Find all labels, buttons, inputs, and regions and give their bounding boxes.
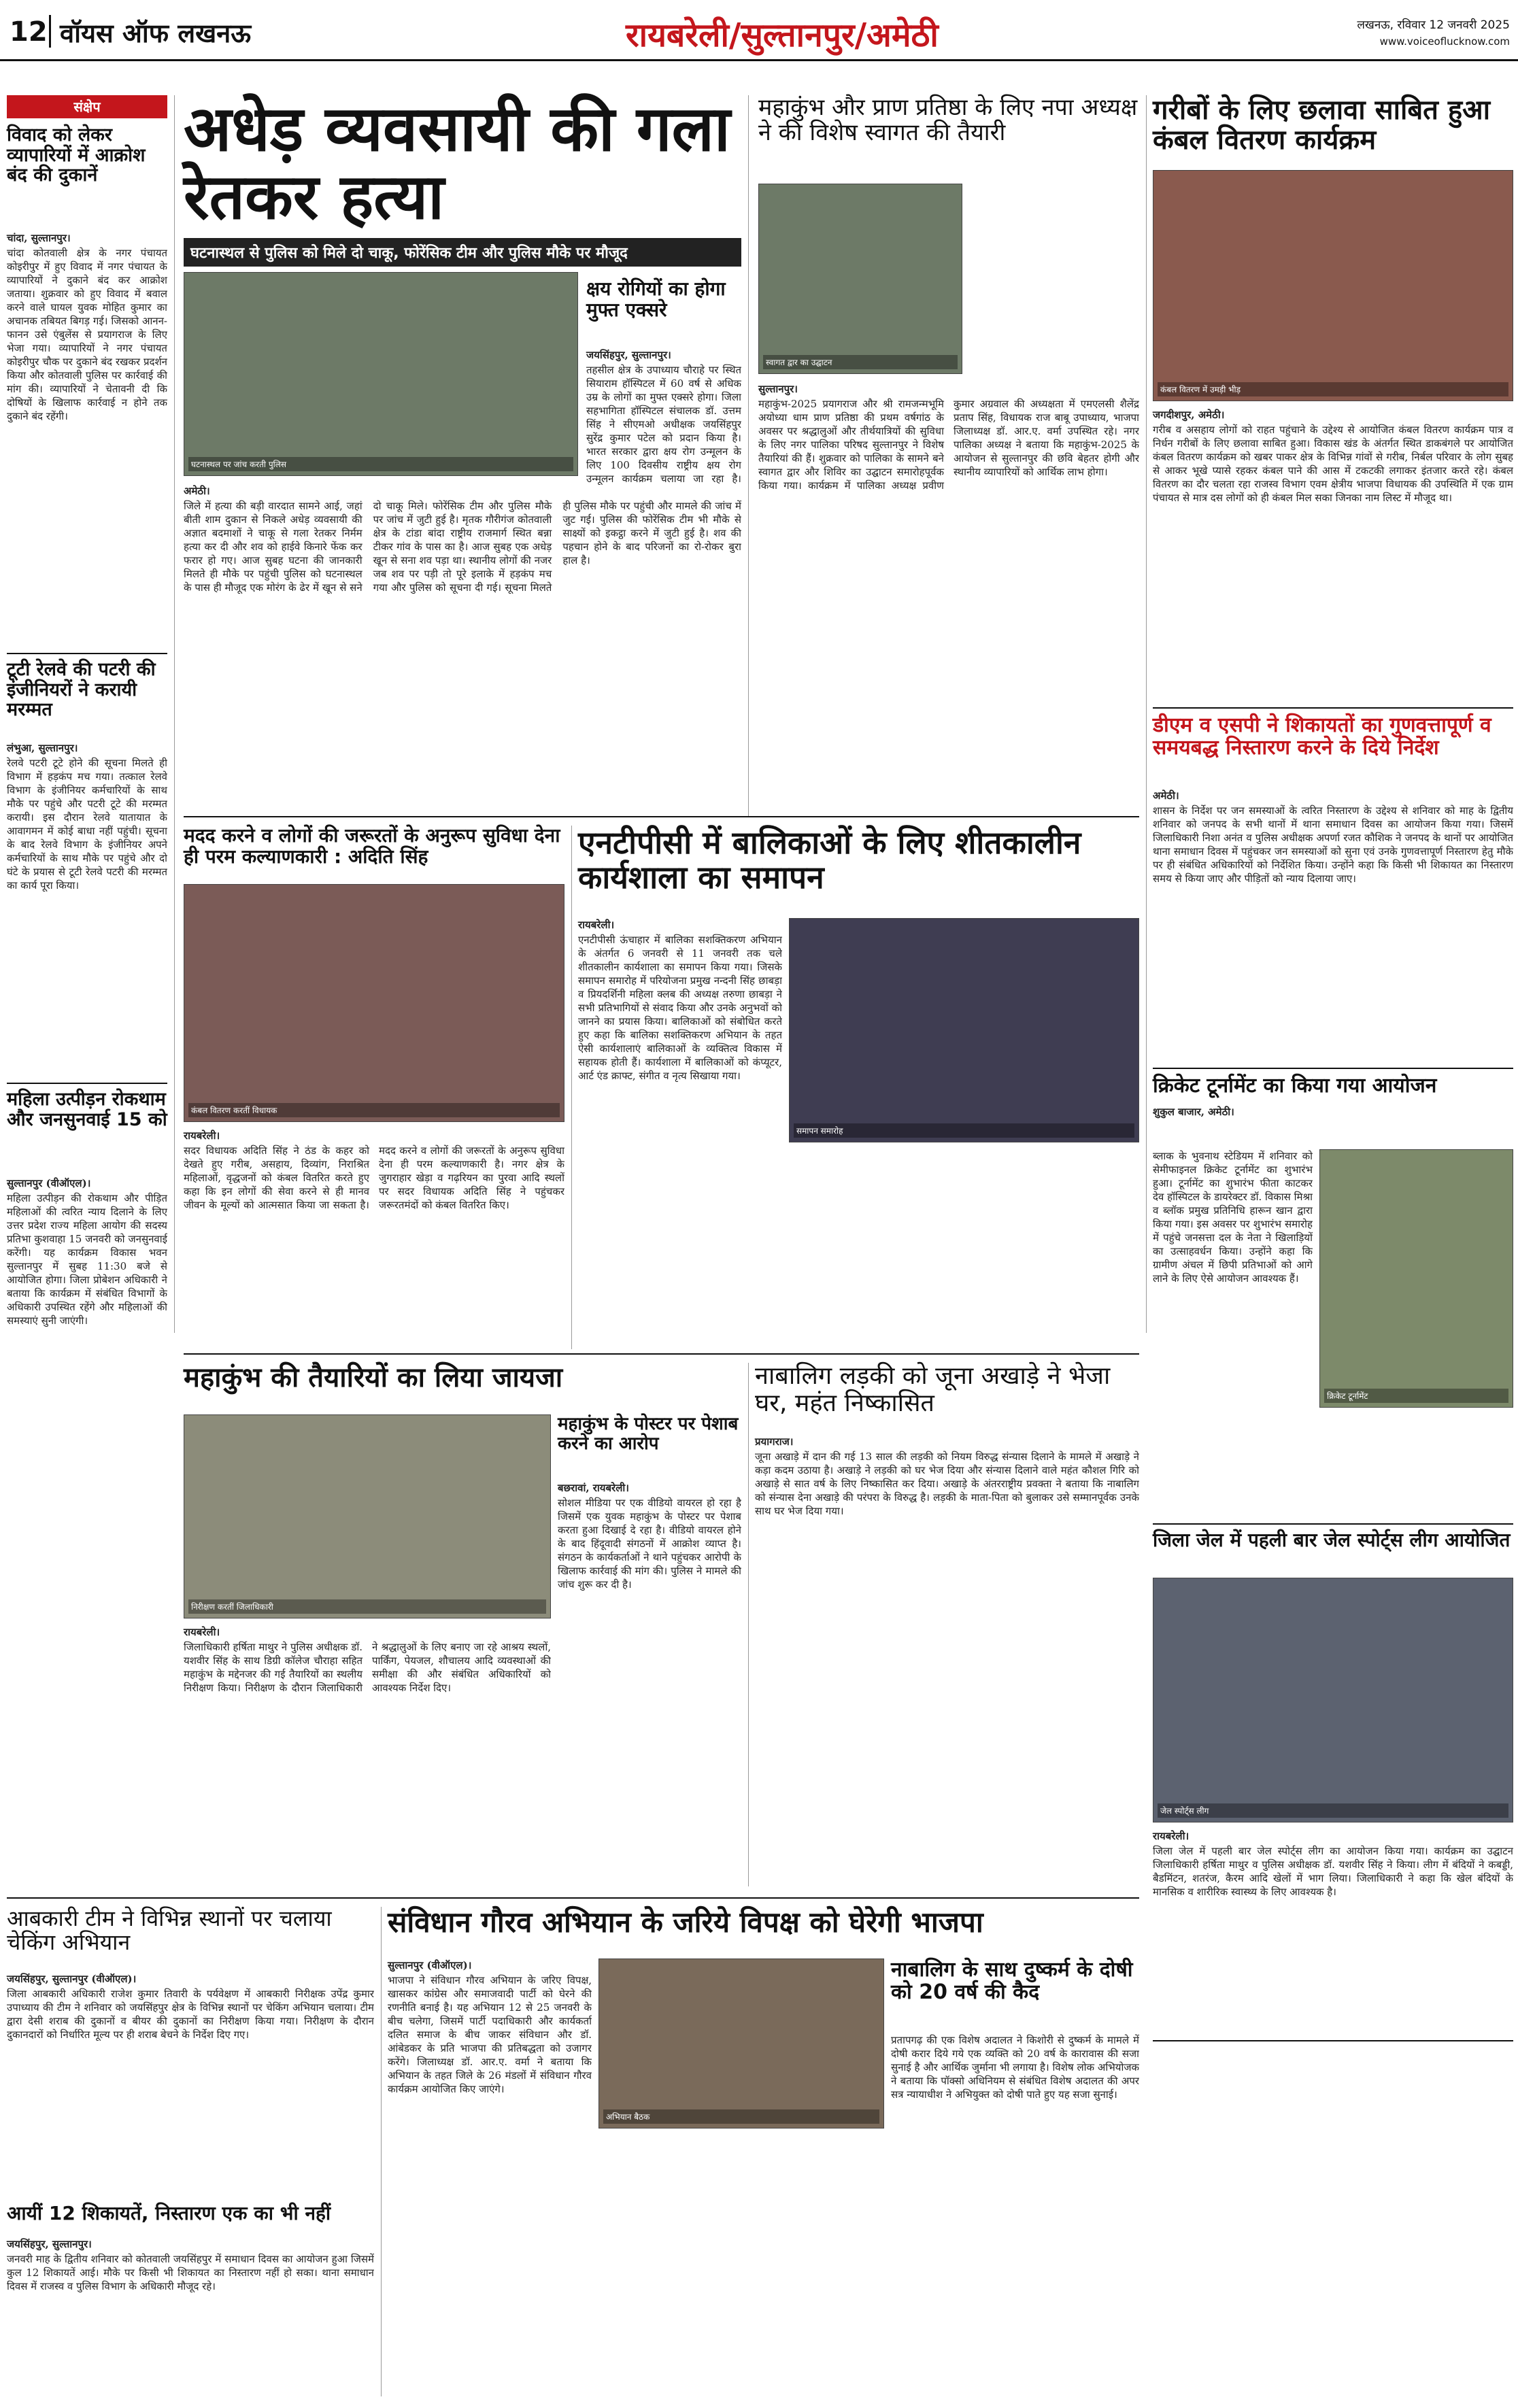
- section-divider: [184, 1353, 1139, 1355]
- lead-dateline: अमेठी।: [184, 485, 210, 497]
- column-rule: [381, 1907, 382, 2396]
- aditi-photo: [184, 884, 564, 1122]
- story-divider: [1153, 1068, 1513, 1069]
- dm-sp-body: शासन के निर्देश पर जन समस्याओं के त्वरित निस्तारण के उद्देश्य से शनिवार को माह के द्वितीय शनिवार को जनपद के सभी थानों में थाना समाधान दिवस का आयोजन किया गया। जिसमें जिलाधिकारी निशा अनंत व पुलिस अधीक्षक अपर्णा रजत कौशिक ने जनपद के थानों पर आयोजित थाना समाधान दिवस में पहुंचकर जन समस्याओं को सुना एवं उनके गुणवत्तापूर्ण निस्तारण हेतु मौके पर ही संबंधित अधिकारियों को निर्देशित किया। उन्होंने कहा कि किसी भी शिकायत का निस्तारण समय से किया जाए और पीड़ितों को न्याय दिलाया जाए।: [1153, 804, 1513, 885]
- section-divider: [7, 1897, 1139, 1899]
- samvidhan-headline: संविधान गौरव अभियान के जरिये विपक्ष को घेरेगी भाजपा: [388, 1905, 983, 1939]
- column-rule: [571, 826, 572, 1349]
- section-divider: [184, 816, 1139, 817]
- aditi-body: सदर विधायक अदिति सिंह ने ठंड के कहर को देखते हुए गरीब, असहाय, दिव्यांग, निराश्रित महिलाओं, वृद्धजनों को कंबल वितरित करते हुए कहा कि इन लोगों की सेवा करने से ही मानव जीवन के मूल्यों को आत्मसात किया जा सकता है। मदद करने व लोगों की जरूरतों के अनुरूप सुविधा देना ही परम कल्याणकारी है। नगर क्षेत्र के जुगराहार खेड़ा व गढ़रियन का पुरवा आदि स्थलों पर सदर विधायक अदिति सिंह ने पहुंचकर जरूरतमंदों को कंबल वितरित किए।: [184, 1144, 564, 1211]
- column-rule: [748, 1363, 749, 1886]
- rape-case-body: प्रतापगढ़ की एक विशेष अदालत ने किशोरी से दुष्कर्म के मामले में दोषी करार दिये गये एक व्यक्ति को 20 वर्ष के कारावास की सजा सुनाई है और आर्थिक जुर्माना भी लगाया है। विशेष लोक अभियोजक ने बताया कि पॉक्सो अधिनियम से संबंधित विशेष अदालत की अपर सत्र न्यायाधीश ने अभियुक्त को दोषी पाते हुए यह सजा सुनाई।: [891, 2034, 1139, 2101]
- complaints-dateline: जयसिंहपुर, सुल्तानपुर।: [7, 2238, 92, 2250]
- sidebar-story-body: चांदा कोतवाली क्षेत्र के नगर पंचायत कोइरीपुर में हुए विवाद में नगर पंचायत के व्यापारियों ने दुकाने बंद कर आक्रोश जताया। शुक्रवार को हुए विवाद में बवाल करने वाले घायल युवक मोहित कुमार का अचानक तबियत बिगड़ गई। जिसको आनन-फानन उसे एंबुलेंस से प्रयागराज के लिए भेजा गया। व्यापारियों ने नगर पंचायत कोइरीपुर चौक पर दुकाने बंद रखकर प्रदर्शन किया और कोतवाली पुलिस पर कार्रवाई की मांग की। व्यापारियों ने चेतावनी दी कि दोषियों के खिलाफ कार्रवाई न होने तक दुकाने बंद रहेंगी।: [7, 247, 167, 422]
- aditi-headline: मदद करने व लोगों की जरूरतों के अनुरूप सुविधा देना ही परम कल्याणकारी : अदिति सिंह: [184, 824, 560, 868]
- jail-body: जिला जेल में पहली बार जेल स्पोर्ट्स लीग का आयोजन किया गया। कार्यक्रम का उद्घाटन जिलाधिकारी हर्षिता माथुर व पुलिस अधीक्षक डॉ. यशवीर सिंह ने किया। लीग में बंदियों ने कबड्डी, बैडमिंटन, शतरंज, कैरम आदि खेलों में भाग लिया। जिलाधिकारी ने कहा कि खेल बंदियों के मानसिक व शारीरिक स्वास्थ्य के लिए आवश्यक है।: [1153, 1845, 1513, 1898]
- lead-headline: अधेड़ व्यवसायी की गला रेतकर हत्या: [184, 92, 730, 233]
- sidebar-story-dateline: लंभुआ, सुल्तानपुर।: [7, 742, 78, 754]
- sidebar-story-dateline: सुल्तानपुर (वीऑएल)।: [7, 1177, 91, 1189]
- minor-girl-headline: नाबालिग लड़की को जूना अखाड़े ने भेजा घर, महंत निष्कासित: [755, 1362, 1111, 1417]
- sidebar-divider: [7, 653, 167, 654]
- mahakumbh-prep-body: जिलाधिकारी हर्षिता माथुर ने पुलिस अधीक्षक डॉ. यशवीर सिंह के साथ डिग्री कॉलेज चौराहा सहित महाकुंभ के मद्देनजर की गई तैयारियों का स्थलीय निरीक्षण किया। निरीक्षण के दौरान जिलाधिकारी ने श्रद्धालुओं के लिए बनाए जा रहे आश्रय स्थलों, पार्किंग, पेयजल, शौचालय आदि व्यवस्थाओं की समीक्षा की और संबंधित अधिकारियों को आवश्यक निर्देश दिए।: [184, 1641, 551, 1694]
- ntpc-headline: एनटीपीसी में बालिकाओं के लिए शीतकालीन कार्यशाला का समापन: [578, 824, 1081, 896]
- column-rule: [174, 95, 175, 1333]
- photo-caption: अभियान बैठक: [603, 2109, 879, 2124]
- dateline: लखनऊ, रविवार 12 जनवरी 2025: [1357, 18, 1510, 32]
- rape-case-headline: नाबालिग के साथ दुष्कर्म के दोषी को 20 वर्ष की कैद: [891, 1958, 1133, 2004]
- sidebar-story-body: रेलवे पटरी टूटे होने की सूचना मिलते ही विभाग में हड़कंप मच गया। तत्काल रेलवे विभाग के इंजीनियर कर्मचारियों के साथ मौके पर पहुंचे और पटरी टूटे की मरम्मत करायी। इस दौरान रेलवे यातायात के आवागमन में कोई बाधा नहीं पहुंची। सूचना के बाद रेलवे विभाग के इंजीनियर अपने कर्मचारियों के साथ मौके पर पहुंचे और दो घंटे के प्रयास से टूटी रेलवे पटरी की मरम्मत का कार्य पूरा किया।: [7, 757, 167, 892]
- tb-body: तहसील क्षेत्र के उपाध्याय चौराहे पर स्थित सियाराम हॉस्पिटल में 60 वर्ष से अधिक उम्र के लोगों का मुफ्त एक्सरे होगा। जिला सहभागिता हॉस्पिटल संचालक डॉ. उत्तम सिंह ने सीएमओ अधीक्षक जयसिंहपुर सुरेंद्र कुमार पटेल को प्रदान किया है। भारत सरकार द्वारा क्षय रोग उन्मूलन के लिए 100 दिवसीय राष्ट्रीय क्षय रोग उन्मूलन कार्यक्रम चलाया जा रहा है।: [586, 364, 741, 485]
- jail-headline: जिला जेल में पहली बार जेल स्पोर्ट्स लीग आयोजित: [1153, 1529, 1511, 1551]
- dm-sp-headline: डीएम व एसपी ने शिकायतों का गुणवत्तापूर्ण व समयबद्ध निस्तारण करने के दिये निर्देश: [1153, 713, 1491, 760]
- blanket-photo: [1153, 170, 1513, 401]
- website: www.voiceoflucknow.com: [1379, 35, 1510, 48]
- mahakumbh-welcome-dateline: सुल्तानपुर।: [758, 383, 798, 395]
- minor-girl-dateline: प्रयागराज।: [755, 1436, 794, 1448]
- column-rule: [748, 95, 749, 816]
- poster-body: सोशल मीडिया पर एक वीडियो वायरल हो रहा है जिसमें एक युवक महाकुंभ के पोस्टर पर पेशाब करता हुआ दिखाई दे रहा है। वीडियो वायरल होने के बाद हिंदूवादी संगठनों में आक्रोश व्याप्त है। संगठन के कार्यकर्ताओं ने थाने पहुंचकर आरोपी के खिलाफ कार्रवाई की मांग की। पुलिस ने मामले की जांच शुरू कर दी है।: [558, 1497, 741, 1591]
- complaints-body: जनवरी माह के द्वितीय शनिवार को कोतवाली जयसिंहपुर में समाधान दिवस का आयोजन हुआ जिसमें कुल 12 शिकायतें आई। मौके पर किसी भी शिकायत का निस्तारण नहीं हो सका। थाना समाधान दिवस में राजस्व व पुलिस विभाग के अधिकारी मौजूद रहे।: [7, 2253, 374, 2292]
- ntpc-dateline: रायबरेली।: [578, 919, 615, 931]
- section-divider: [1153, 2040, 1513, 2041]
- story-divider: [1153, 707, 1513, 709]
- sidebar-column: [7, 95, 167, 1333]
- tb-dateline: जयसिंहपुर, सुल्तानपुर।: [586, 349, 671, 361]
- mahakumbh-welcome-headline: महाकुंभ और प्राण प्रतिष्ठा के लिए नपा अध्यक्ष ने की विशेष स्वागत की तैयारी: [758, 94, 1138, 147]
- sidebar-story-title: विवाद को लेकर व्यापारियों में आक्रोश बंद की दुकानें: [7, 124, 146, 186]
- excise-headline: आबकारी टीम ने विभिन्न स्थानों पर चलाया चेकिंग अभियान: [7, 1905, 332, 1956]
- cricket-photo: [1319, 1149, 1513, 1408]
- blanket-body: गरीब व असहाय लोगों को राहत पहुंचाने के उद्देश्य से आयोजित कंबल वितरण कार्यक्रम पात्र व निर्धन गरीबों के लिए छलावा साबित हुआ। विकास खंड के अंतर्गत स्थित डाकबंगले पर आयोजित कंबल वितरण कार्यक्रम को खबर पाकर क्षेत्र के विभिन्न गांवों से गरीब, निर्बल परिवार के लोग सुबह से आकर भूखे प्यासे रहकर कंबल पाने की आस में टकटकी लगाकर इंतजार करते रहे। कंबल वितरण का दौर चलता रहा राजस्व विभाग एवम क्षेत्रीय भाजपा विधायक की उपस्थिति में एक ग्राम पंचायत से मात्र दस लोगों को ही कंबल मिल सका जिनका नाम लिस्ट में मौजूद था।: [1153, 424, 1513, 504]
- section-title: रायबरेली/सुल्तानपुर/अमेठी: [626, 16, 939, 54]
- mahakumbh-welcome-photo: [758, 184, 962, 374]
- sidebar-story-title: महिला उत्पीड़न रोकथाम और जनसुनवाई 15 को: [7, 1089, 167, 1130]
- jail-dateline: रायबरेली।: [1153, 1830, 1190, 1842]
- aditi-dateline: रायबरेली।: [184, 1130, 220, 1142]
- masthead: [0, 0, 1518, 61]
- photo-caption: कंबल वितरण में उमड़ी भीड़: [1158, 382, 1508, 396]
- paper-name: वॉयस ऑफ लखनऊ: [60, 18, 252, 48]
- samvidhan-dateline: सुल्तानपुर (वीऑएल)।: [388, 1959, 472, 1971]
- cricket-dateline: शुकुल बाजार, अमेठी।: [1153, 1106, 1234, 1118]
- cricket-headline: क्रिकेट टूर्नामेंट का किया गया आयोजन: [1153, 1074, 1437, 1098]
- photo-caption: स्वागत द्वार का उद्घाटन: [763, 355, 958, 369]
- mahakumbh-welcome-body: महाकुंभ-2025 प्रयागराज और श्री रामजन्मभूमि अयोध्या धाम प्राण प्रतिष्ठा की प्रथम वर्षगांठ के अवसर पर श्रद्धालुओं और तीर्थयात्रियों की सुविधा के लिए नगर पालिका परिषद सुल्तानपुर ने विशेष तैयारियां की हैं। शुक्रवार को पालिका के सामने बने स्वागत द्वार और शिविर का उद्घाटन समारोहपूर्वक किया गया। कार्यक्रम में पालिका अध्यक्ष प्रवीण कुमार अग्रवाल की अध्यक्षता में एमएलसी शैलेंद्र प्रताप सिंह, विधायक राज बाबू उपाध्याय, भाजपा जिलाध्यक्ष डॉ. आर.ए. वर्मा उपस्थित रहे। नगर पालिका अध्यक्ष ने बताया कि महाकुंभ-2025 के आयोजन से सुल्तानपुर की छवि बेहतर होगी और स्थानीय व्यापारियों को आर्थिक लाभ होगा।: [758, 398, 1139, 492]
- blanket-dateline: जगदीशपुर, अमेठी।: [1153, 409, 1225, 421]
- page-number: 12: [10, 16, 48, 48]
- photo-caption: क्रिकेट टूर्नामेंट: [1324, 1389, 1508, 1403]
- lead-photo: [184, 272, 578, 476]
- page-number-divider: [49, 15, 51, 48]
- tb-headline: क्षय रोगियों का होगा मुफ्त एक्सरे: [586, 277, 726, 321]
- lead-body: जिले में हत्या की बड़ी वारदात सामने आई, जहां बीती शाम दुकान से निकले अधेड़ व्यवसायी की अज्ञात बदमाशों ने चाकू से गला रेतकर निर्मम हत्या कर दी और शव को हाईवे किनारे फेंक कर फरार हो गए। आज सुबह घटना की जानकारी मिलते ही मौके पर पहुंची पुलिस को घटनास्थल के पास ही मौजूद एक मोरंग के ढेर में खून से सने दो चाकू मिले। फोरेंसिक टीम और पुलिस मौके पर जांच में जुटी हुई है। मृतक गौरीगंज कोतवाली क्षेत्र के टांडा बांदा राष्ट्रीय राजमार्ग स्थित बन्ना टीकर गांव के पास का है। आज सुबह एक अधेड़ खून से सना शव पड़ा था। स्थानीय लोगों की नजर जब शव पर पड़ी तो पूरे इलाके में हड़कंप मच गया और पुलिस को सूचना दी गई। सूचना मिलते ही पुलिस मौके पर पहुंची और मामले की जांच में जुट गई। पुलिस की फोरेंसिक टीम भी मौके से साक्ष्यों को इकट्ठा करने में जुटी हुई है। शव की पहचान होने के बाद परिजनों का रो-रोकर बुरा हाल है।: [184, 500, 741, 594]
- mahakumbh-prep-headline: महाकुंभ की तैयारियों का लिया जायजा: [184, 1362, 563, 1393]
- sidebar-divider: [7, 1083, 167, 1084]
- minor-girl-body: जूना अखाड़े में दान की गई 13 साल की लड़की को नियम विरुद्ध संन्यास दिलाने के मामले में अखाड़े ने कड़ा कदम उठाया है। अखाड़े ने लड़की को घर भेज दिया और संन्यास दिलाने वाले महंत कौशल गिरि को अखाड़े से सात वर्ष के लिए निष्कासित कर दिया। अखाड़े के अंतरराष्ट्रीय प्रवक्ता ने बताया कि नाबालिग को संन्यास देना अखाड़े की परंपरा के विरुद्ध है। लड़की के माता-पिता को बुलाकर उसे सम्मानपूर्वक उनके साथ घर भेज दिया गया।: [755, 1451, 1139, 1517]
- sidebar-story-dateline: चांदा, सुल्तानपुर।: [7, 232, 71, 244]
- complaints-headline: आयीं 12 शिकायतें, निस्तारण एक का भी नहीं: [7, 2202, 331, 2224]
- poster-headline: महाकुंभ के पोस्टर पर पेशाब करने का आरोप: [558, 1414, 739, 1454]
- sidebar-story-title: टूटी रेलवे की पटरी की इंजीनियरों ने करायी मरम्मत: [7, 659, 156, 721]
- photo-caption: जेल स्पोर्ट्स लीग: [1158, 1803, 1508, 1818]
- lead-subhead: घटनास्थल से पुलिस को मिले दो चाकू, फोरेंसिक टीम और पुलिस मौके पर मौजूद: [184, 238, 741, 267]
- sidebar-story-body: महिला उत्पीड़न की रोकथाम और पीड़ित महिलाओं की त्वरित न्याय दिलाने के लिए उत्तर प्रदेश राज्य महिला आयोग की सदस्य प्रतिभा कुशवाहा 15 जनवरी को जनसुनवाई करेंगी। यह कार्यक्रम विकास भवन सुल्तानपुर में सुबह 11:30 बजे से आयोजित होगा। जिला प्रोबेशन अधिकारी ने बताया कि कार्यक्रम में संबंधित विभागों के अधिकारी उपस्थित रहेंगे और महिलाओं की समस्याएं सुनी जाएंगी।: [7, 1192, 167, 1327]
- photo-caption: घटनास्थल पर जांच करती पुलिस: [188, 457, 573, 471]
- mahakumbh-prep-photo: [184, 1414, 551, 1618]
- photo-caption: निरीक्षण करतीं जिलाधिकारी: [188, 1599, 546, 1614]
- dm-sp-dateline: अमेठी।: [1153, 790, 1179, 802]
- photo-caption: कंबल वितरण करतीं विधायक: [188, 1103, 560, 1117]
- blanket-headline: गरीबों के लिए छलावा साबित हुआ कंबल वितरण कार्यक्रम: [1153, 95, 1491, 156]
- ntpc-body: एनटीपीसी ऊंचाहार में बालिका सशक्तिकरण अभियान के अंतर्गत 6 जनवरी से 11 जनवरी तक चले शीतकालीन कार्यशाला का समापन किया गया। जिसके समापन समारोह में परियोजना प्रमुख नन्दनी सिंह छाबड़ा व प्रियदर्शिनी महिला क्लब की अध्यक्ष तरुणा छाबड़ा ने सभी प्रतिभागियों से संवाद किया और उनके अनुभवों को जानने का प्रयास किया। बालिकाओं को संबोधित करते हुए कहा कि बालिका सशक्तिकरण अभियान के तहत ऐसी कार्यशालाएं बालिकाओं के व्यक्तित्व विकास में सहायक होती हैं। कार्यशाला में बालिकाओं को कंप्यूटर, आर्ट एंड क्राफ्ट, संगीत व नृत्य सिखाया गया।: [578, 934, 782, 1082]
- samvidhan-body: भाजपा ने संविधान गौरव अभियान के जरिए विपक्ष, खासकर कांग्रेस और समाजवादी पार्टी को घेरने की रणनीति बनाई है। यह अभियान 12 से 25 जनवरी के बीच चलेगा, जिसमें पार्टी पदाधिकारी और कार्यकर्ता दलित समाज के बीच जाकर संविधान और डॉ. आंबेडकर के प्रति भाजपा की प्रतिबद्धता को उजागर करेंगे। जिलाध्यक्ष डॉ. आर.ए. वर्मा ने बताया कि अभियान के तहत जिले के 26 मंडलों में संविधान गौरव कार्यक्रम आयोजित किए जाएंगे।: [388, 1974, 592, 2095]
- column-rule: [1146, 95, 1147, 1333]
- photo-caption: समापन समारोह: [794, 1123, 1134, 1138]
- samvidhan-photo: [598, 1958, 884, 2129]
- excise-body: जिला आबकारी अधिकारी राजेश कुमार तिवारी के पर्यवेक्षण में आबकारी निरीक्षक उपेंद्र कुमार उपाध्याय की टीम ने शनिवार को जयसिंहपुर क्षेत्र के विभिन्न स्थानों पर चेकिंग अभियान चलाया। टीम द्वारा देसी शराब की दुकानों व बीयर की दुकानों का निरीक्षण किया गया। निरीक्षण के दौरान दुकानदारों को निर्धारित मूल्य पर ही शराब बेचने के निर्देश दिए गए।: [7, 1988, 374, 2041]
- cricket-body: ब्लाक के भुवनाथ स्टेडियम में शनिवार को सेमीफाइनल क्रिकेट टूर्नामेंट का शुभारंभ हुआ। टूर्नामेंट का शुभारंभ फीता काटकर देव हॉस्पिटल के डायरेक्टर डॉ. विकास मिश्रा व ब्लॉक प्रमुख प्रतिनिधि हारून खान द्वारा किया गया। इस अवसर पर शुभारंभ समारोह में पहुंचे जनसत्ता दल के नेता ने खिलाड़ियों का उत्साहवर्धन किया। उन्होंने कहा कि ग्रामीण अंचल में छिपी प्रतिभाओं को आगे लाने के लिए ऐसे आयोजन आवश्यक हैं।: [1153, 1150, 1313, 1285]
- jail-photo: [1153, 1578, 1513, 1822]
- samvidhan-body-cont: [598, 2135, 884, 2394]
- mahakumbh-prep-dateline: रायबरेली।: [184, 1626, 220, 1638]
- ntpc-photo: [789, 918, 1139, 1142]
- section-divider: [1153, 1523, 1513, 1525]
- sidebar-label: संक्षेप: [7, 95, 167, 118]
- excise-dateline: जयसिंहपुर, सुल्तानपुर (वीऑएल)।: [7, 1973, 137, 1985]
- poster-dateline: बछरावां, रायबरेली।: [558, 1482, 629, 1494]
